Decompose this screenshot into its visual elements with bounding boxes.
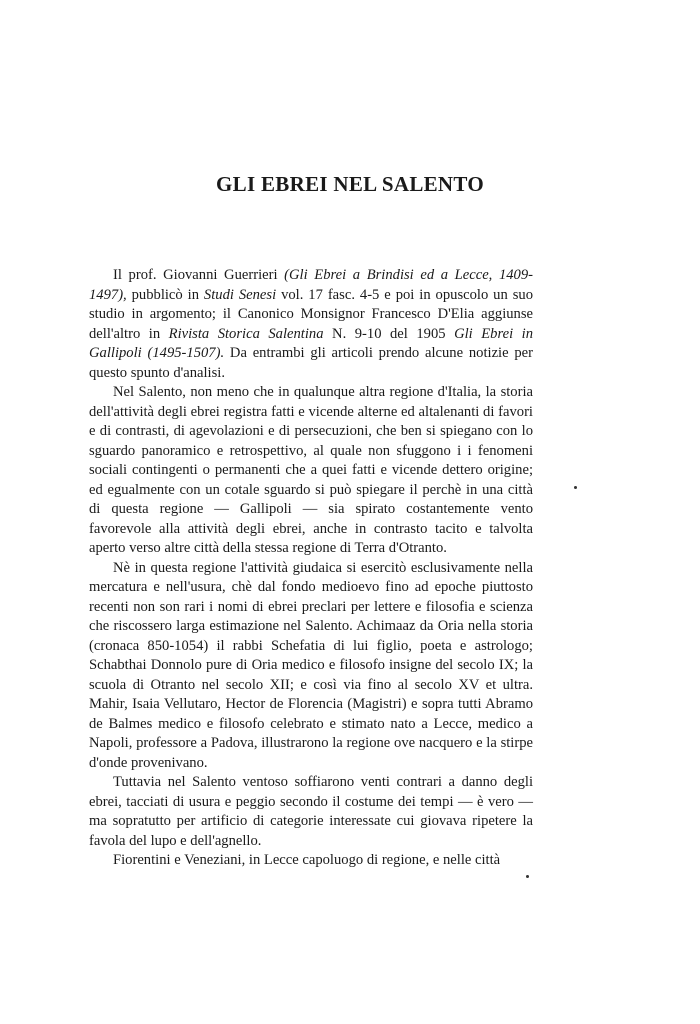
text-segment: N. 9-10 del 1905: [323, 325, 455, 342]
body-text: [89, 266, 533, 871]
text-segment-italic: (Gli Ebrei a Brindisi ed a Lecce, 1409-1497),: [89, 267, 533, 303]
text-segment: Fiorentini e Veneziani, in Lecce capoluogo di regione, e nelle città: [113, 852, 501, 868]
text-segment: Il prof. Giovanni Guerrieri: [113, 267, 285, 283]
paragraph-3: [89, 559, 533, 774]
paragraph-4: [89, 773, 533, 851]
text-segment: Nel Salento, non meno che in qualunque altra regione d'Italia, la storia dell'attività degli ebrei registra fatti e vicende alterne ed altalenanti di favori e di contrasti, di agevolazioni e di persecuzioni, che ben si spiegano con lo sguardo panoramico e retrospettivo, al quale non sfuggono i i fenomeni sociali contingenti o permanenti che a quei fatti e vicende dettero origine; ed egualmente con un cotale sguardo si può spiegare il perchè in una città di questa regione — Gallipoli — sia spirato costantemente vento favorevole alla attività degli ebrei, anche in contrasto tacito e talvolta aperto verso altre città della stessa regione di Terra d'Otranto.: [89, 384, 533, 556]
scan-speck: [526, 875, 529, 878]
paragraph-5: [89, 851, 533, 871]
page-title: GLI EBREI NEL SALENTO: [216, 172, 484, 196]
text-segment-italic: Rivista Storica Salentina: [168, 325, 324, 342]
text-segment-italic: Gli Ebrei in Gallipoli (1495-1507).: [89, 325, 533, 361]
paragraph-1: [89, 266, 533, 383]
text-segment: Tuttavia nel Salento ventoso soffiarono venti contrari a danno degli ebrei, tacciati di usura e peggio secondo il costume dei tempi — è vero — ma sopratutto per artificio di categorie interessate cui giovava ripetere la favola del lupo e dell'agnello.: [89, 774, 533, 849]
paragraph-2: [89, 383, 533, 559]
scan-speck: [574, 486, 577, 489]
text-segment: Nè in questa regione l'attività giudaica si esercitò esclusivamente nella mercatura e nell'usura, chè dal fondo medioevo fino ad epoche piuttosto recenti non son rari i nomi di ebrei preclari per lettere e filosofia e scienza che riscossero larga estimazione nel Salento. Achimaaz da Oria nella storia (cronaca 850-1054) il rabbi Schefatia di lui figlio, poeta e astrologo; Schabthai Donnolo pure di Oria medico e filosofo insigne del secolo IX; la scuola di Otranto nel secolo XII; e così via fino al secolo XV et ultra. Mahir, Isaia Vellutaro, Hector de Florencia (Magistri) e sopra tutti Abramo de Balmes medico e filosofo celebrato e stimato nato a Lecce, medico a Napoli, professore a Padova, illustrarono la regione ove nacquero e la stirpe d'onde provenivano.: [89, 559, 533, 771]
text-segment-italic: Studi Senesi: [203, 286, 277, 303]
text-segment: Da entrambi gli articoli prendo alcune notizie per questo spunto d'analisi.: [89, 345, 533, 381]
text-segment: pubblicò in: [126, 286, 204, 303]
text-segment: vol. 17 fasc. 4-5 e poi in opuscolo un suo studio in argomento; il Canonico Monsignor Francesco D'Elia aggiunse dell'altro in: [89, 286, 533, 342]
